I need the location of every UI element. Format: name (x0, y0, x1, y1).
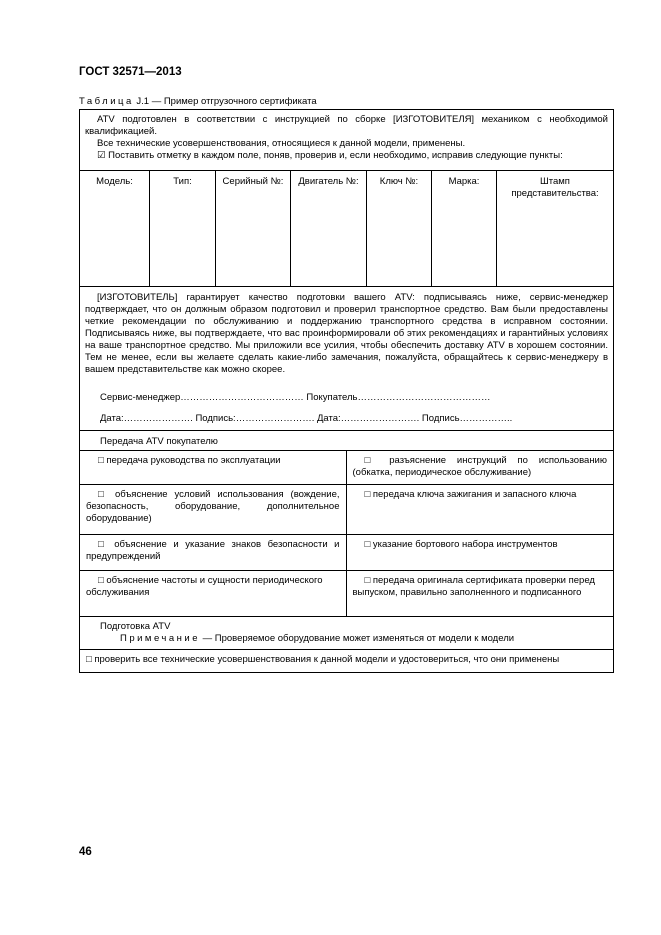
preparation-title: Подготовка ATV (100, 621, 171, 632)
guarantee-text: [ИЗГОТОВИТЕЛЬ] гарантирует качество подготовки вашего ATV: подписываясь ниже, сервис-менеджер подтверждает, что он должным образом подготовил и проверил транспортное средство. Вам были предоставлены четкие рекомендации по обслуживанию и поддержанию транспортного средства в исправном состоянии. Подписываясь ниже, вы подтверждаете, что вас проинформировали об этих рекомендациях и гарантийных условиях на ваше транспортное средство. Мы приложили все усилия, чтобы обеспечить доставку ATV в хорошем состоянии. Тем не менее, если вы желаете сделать какие-либо замечания, пожалуйста, обращайтесь к сервис-менеджеру в вашем представительстве как можно скорее. (85, 292, 608, 375)
preparation-note (100, 633, 608, 645)
vehicle-info-row (80, 171, 613, 287)
table-caption-text: J.1 — Пример отгрузочного сертификата (133, 96, 317, 107)
shipping-certificate-table (79, 109, 614, 673)
intro-line-1: ATV подготовлен в соответствии с инструкцией по сборке [ИЗГОТОВИТЕЛЯ] механиком с необходимой квалификацией. (85, 114, 608, 137)
guarantee-row (80, 287, 613, 431)
intro-row (80, 110, 613, 171)
intro-line-2: Все технические усовершенствования, относящиеся к данной модели, применены. (97, 138, 466, 149)
preparation-row (80, 617, 613, 650)
table-caption-label: Таблица (79, 96, 134, 107)
column-model: Модель: (80, 171, 150, 286)
handover-row-3 (80, 535, 613, 571)
table-caption (79, 96, 317, 107)
handover-row-2 (80, 485, 613, 535)
handover-title: Передача ATV покупателю (80, 431, 613, 451)
handover-maintenance-item: □ объяснение частоты и сущности периодического обслуживания (80, 571, 347, 616)
handover-keys-item: □ передача ключа зажигания и запасного ключа (364, 489, 577, 500)
handover-row-1 (80, 451, 613, 485)
handover-safety-signs-item: □ объяснение и указание знаков безопасности и предупреждений (80, 535, 347, 570)
column-type: Тип: (150, 171, 216, 286)
column-key: Ключ №: (367, 171, 432, 286)
handover-manual-item: □ передача руководства по эксплуатации (80, 451, 347, 484)
standard-designation: ГОСТ 32571—2013 (79, 66, 182, 78)
handover-usage-conditions-item: □ объяснение условий использования (вождение, безопасность, оборудование, дополнительное оборудование) (80, 485, 347, 534)
column-engine: Двигатель №: (291, 171, 367, 286)
intro-line-3: ☑ Поставить отметку в каждом поле, поняв, проверив и, если необходимо, исправив следующие пункты: (97, 150, 563, 161)
signature-line-2: Дата:…………………. Подпись:……………………. Дата:……………………. Подпись…………….. (100, 413, 513, 424)
note-label: Примечание (120, 633, 200, 644)
column-brand: Марка: (432, 171, 497, 286)
column-dealer-stamp: Штамп представительства: (511, 176, 599, 199)
handover-instructions-item: □ разъяснение инструкций по использованию (обкатка, периодическое обслуживание) (352, 455, 607, 478)
page-number: 46 (79, 846, 92, 858)
handover-certificate-item: □ передача оригинала сертификата проверки перед выпуском, правильно заполненного и подписанного (352, 575, 595, 598)
note-text: — Проверяемое оборудование может изменяться от модели к модели (200, 633, 515, 644)
final-check-row: □ проверить все технические усовершенствования к данной модели и удостовериться, что они применены (86, 654, 560, 665)
handover-row-4 (80, 571, 613, 617)
column-serial: Серийный №: (216, 171, 291, 286)
handover-tool-kit-item: □ указание бортового набора инструментов (364, 539, 558, 550)
signature-line-1: Сервис-менеджер………………………………… Покупатель…………………………………… (100, 392, 491, 403)
